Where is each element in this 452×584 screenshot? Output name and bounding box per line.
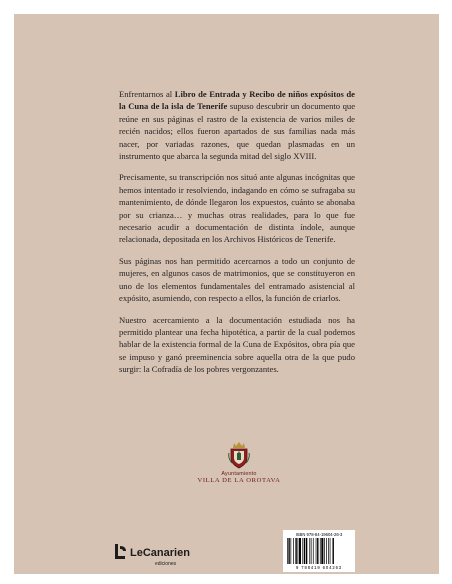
barcode-bar (326, 538, 327, 564)
coat-of-arms-icon (228, 441, 250, 469)
barcode-bars (287, 538, 351, 564)
barcode-bar (287, 538, 288, 564)
barcode-bar (320, 538, 321, 564)
barcode-bar (321, 538, 323, 564)
barcode-bar (293, 538, 294, 564)
barcode-bar (304, 538, 305, 564)
book-title-bold: Libro de Entrada y Recibo de niños expósitos de la Cuna de la isla de Tenerife (119, 89, 355, 112)
barcode-bar (330, 538, 331, 564)
synopsis-text (119, 88, 355, 385)
emblem-line-villa: VILLA DE LA OROTAVA (197, 477, 281, 484)
barcode-digits: 9 788419 604263 (295, 565, 343, 570)
municipal-emblem (184, 441, 294, 484)
barcode-bar (313, 538, 314, 564)
publisher-subtitle: ediciones (155, 561, 177, 567)
paragraph-1 (119, 88, 355, 162)
text-segment: Precisamente, su transcripción nos situó ante algunas incógnitas que hemos intentado ir resolviendo, indagando en cómo se sufragaba su mantenimiento, de dónde llegaron los expuestos, cuánto se abonaba por su crianza… y muchas otras realidades, para lo que fue necesario acudir a documentación de distinta índole, aunque relacionada, depositada en los Archivos Históricos de Tenerife. (119, 172, 355, 245)
paragraph-4 (119, 314, 355, 376)
barcode-bar (298, 538, 299, 564)
text-segment: Nuestro acercamiento a la documentación estudiada nos ha permitido plantear una fecha hipotética, a partir de la cual podemos hablar de la existencia formal de la Cuna de Expósitos, obra pía que se impuso y ganó preeminencia sobre aquella otra de la que pudo surgir: la Cofradía de los pobres vergonzantes. (119, 314, 355, 375)
lecanarien-logo-icon (112, 542, 128, 564)
barcode-bar (288, 538, 289, 564)
back-cover (14, 14, 439, 574)
barcode-bar (333, 538, 334, 564)
text-segment: Sus páginas nos han permitido acercarnos a todo un conjunto de mujeres, en algunos casos de matrimonios, que se constituyeron en uno de los elementos fundamentales del entramado asistencial al expósito, asumiendo, con respecto a ellos, la función de criarlos. (119, 255, 355, 304)
barcode-bar (291, 538, 292, 564)
emblem-line-ayuntamiento: Ayuntamiento (221, 471, 257, 477)
text-segment: Enfrentarnos al (119, 89, 175, 99)
barcode-bar (295, 538, 296, 564)
paragraph-3 (119, 255, 355, 305)
publisher-logo (112, 542, 222, 574)
barcode-bar (306, 538, 307, 564)
text-segment: supuso descubrir un documento que reúne en sus páginas el rastro de la existencia de varios miles de recién nacidos; ellos fueron apartados de sus familias nada más nacer, por variadas razones, que quedan plasmadas en un instrumento que abarca la segunda mitad del siglo XVIII. (119, 101, 356, 162)
barcode-bar (316, 538, 317, 564)
isbn-barcode (283, 530, 355, 572)
publisher-name: LeCanarien (130, 547, 190, 559)
isbn-label: ISBN 978-84-19604-26-3 (295, 532, 343, 537)
paragraph-2 (119, 171, 355, 245)
barcode-bar (299, 538, 301, 564)
barcode-bar (328, 538, 329, 564)
barcode-bar (309, 538, 310, 564)
barcode-bar (311, 538, 312, 564)
barcode-bar (302, 538, 303, 564)
barcode-bar (324, 538, 325, 564)
barcode-bar (317, 538, 318, 564)
